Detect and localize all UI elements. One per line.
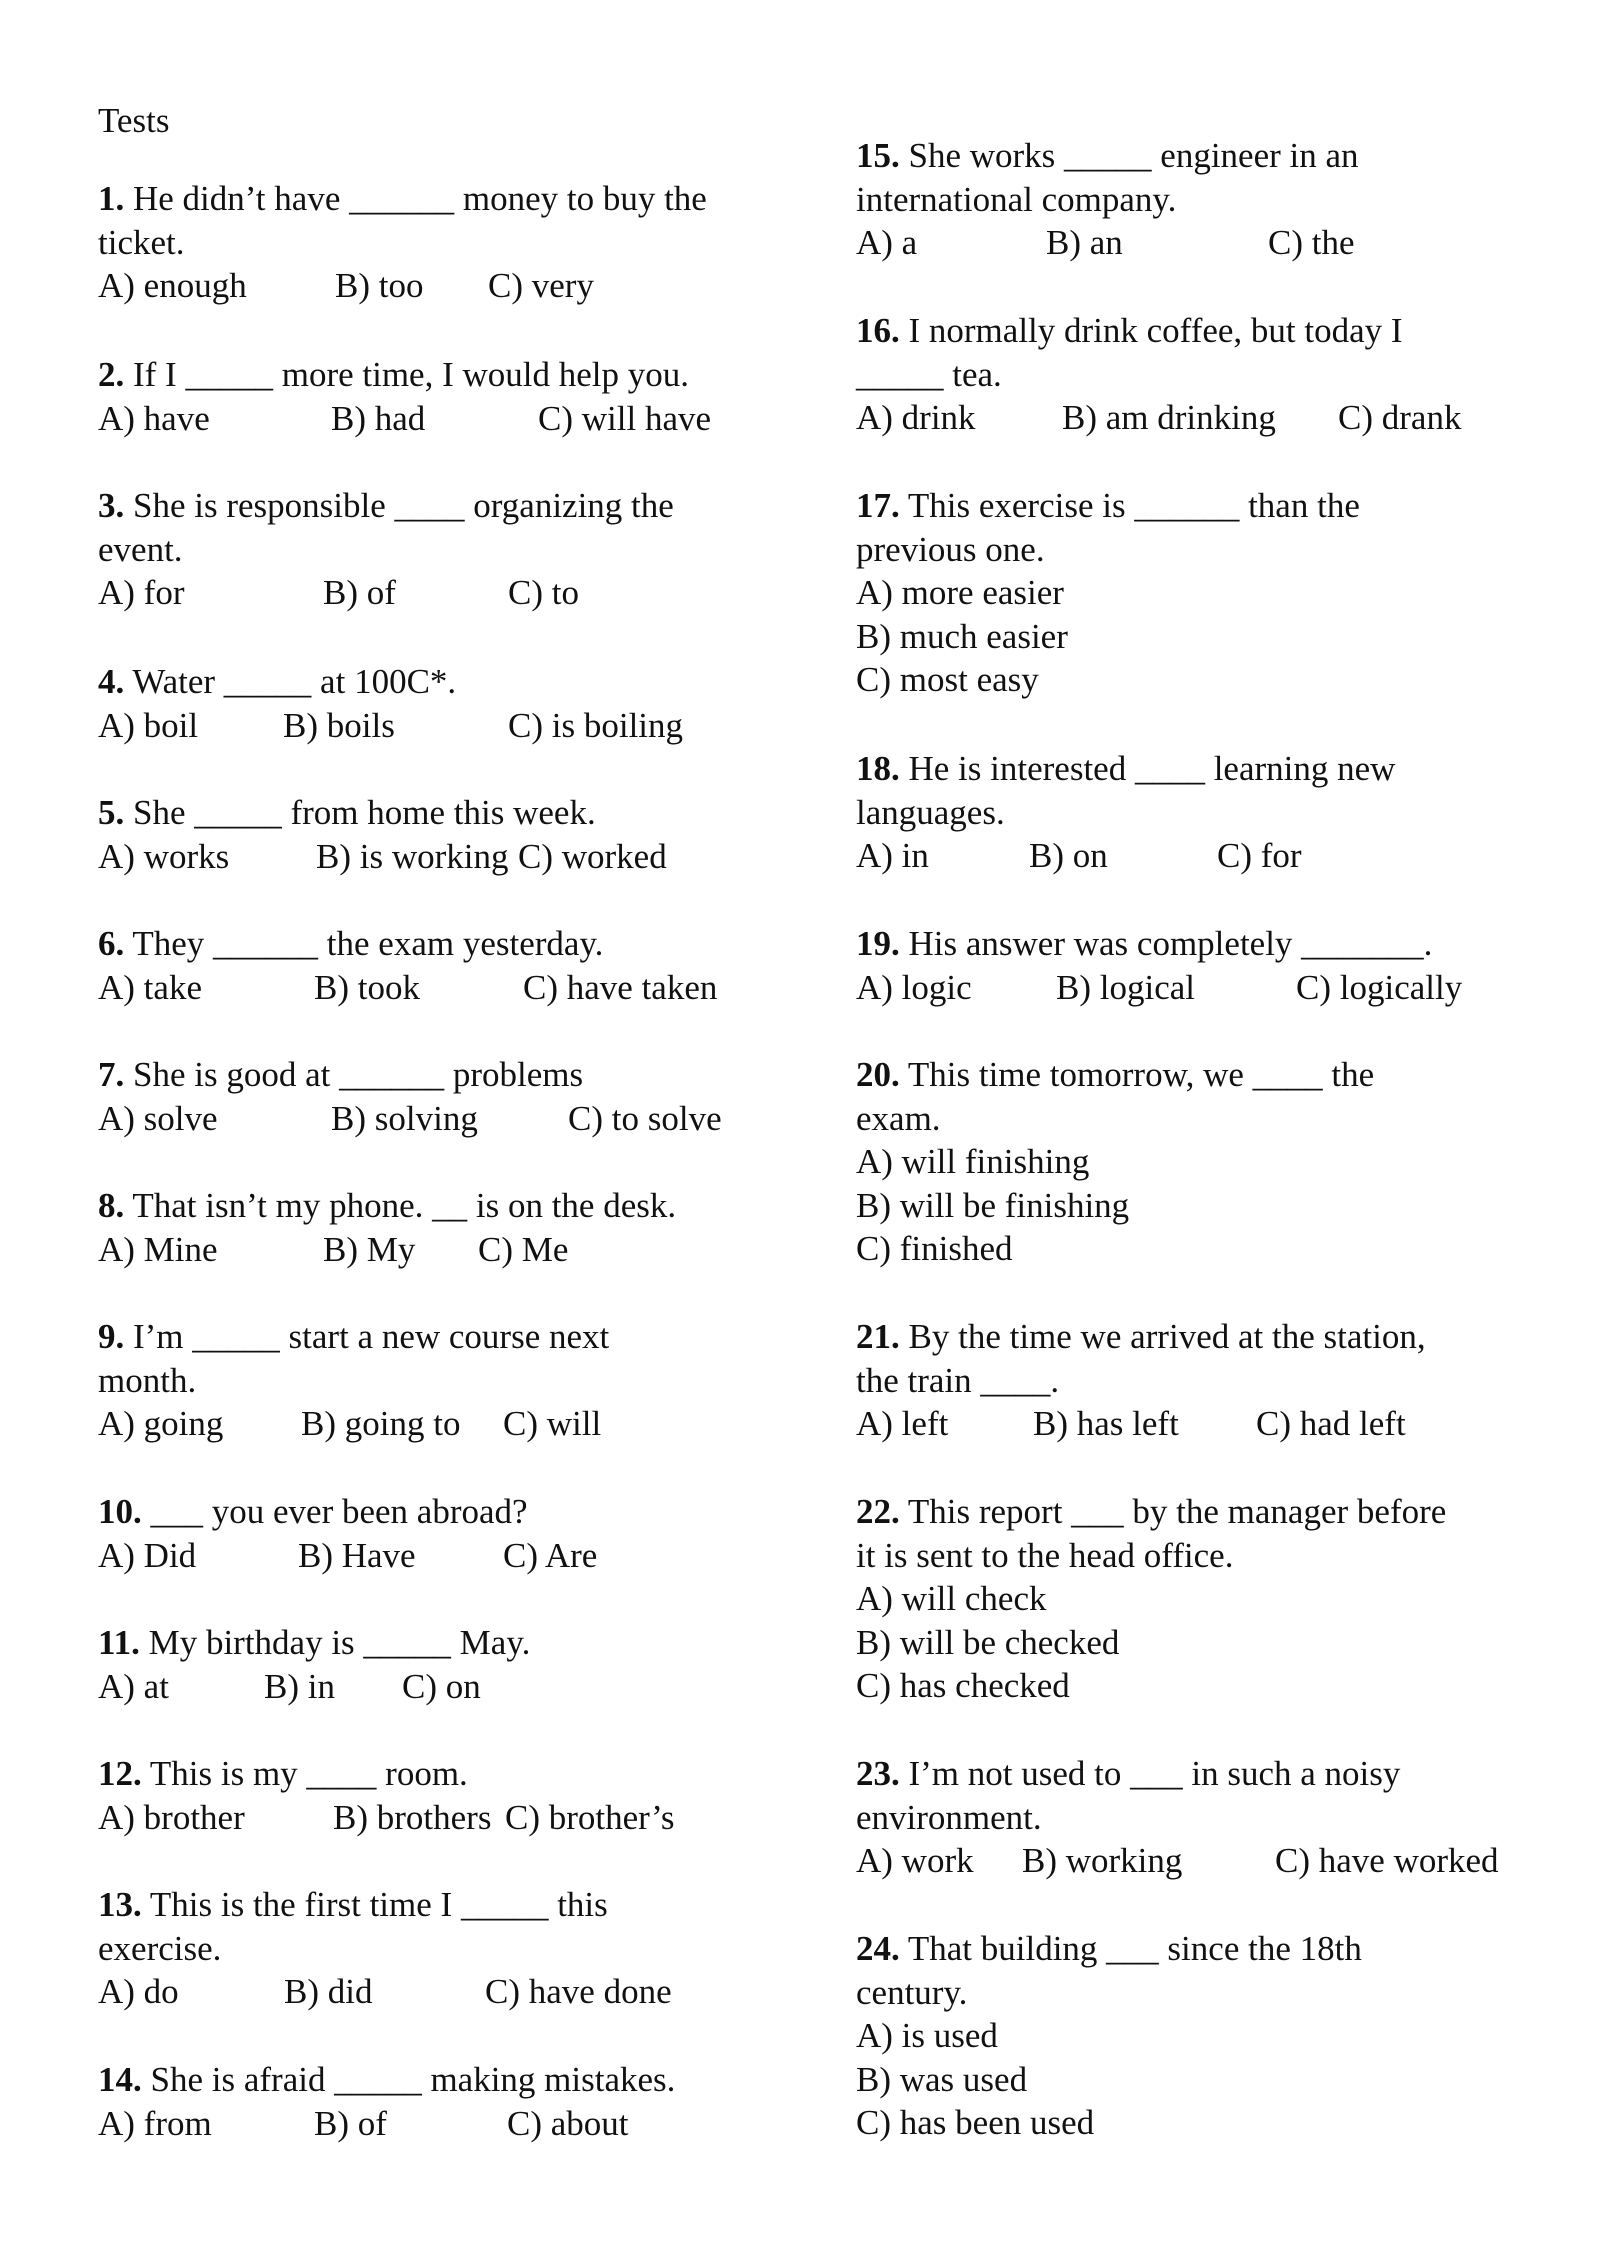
question-line: it is sent to the head office. bbox=[856, 1535, 1234, 1575]
question-number: 14. bbox=[98, 2060, 142, 2099]
question-12 bbox=[98, 1752, 798, 1839]
question-text bbox=[856, 1053, 1556, 1097]
answer-option-c[interactable]: C) have taken bbox=[523, 967, 718, 1007]
answer-option-b[interactable]: B) working bbox=[1022, 1841, 1183, 1881]
question-text bbox=[856, 747, 1556, 791]
answer-option-c[interactable]: C) have done bbox=[485, 1972, 672, 2012]
question-19 bbox=[856, 922, 1556, 1009]
answer-option-b[interactable]: B) much easier bbox=[856, 616, 1068, 656]
answer-option-b[interactable]: B) on bbox=[1029, 836, 1108, 876]
answer-options bbox=[856, 2014, 1556, 2145]
question-number: 6. bbox=[98, 924, 125, 963]
answer-option-a[interactable]: A) Did bbox=[98, 1535, 197, 1575]
question-text bbox=[856, 1315, 1556, 1359]
question-18 bbox=[856, 747, 1556, 878]
answer-options bbox=[98, 1534, 798, 1578]
question-text bbox=[856, 309, 1556, 353]
answer-option-a[interactable]: A) will check bbox=[856, 1579, 1047, 1619]
question-line: ___ you ever been abroad? bbox=[150, 1492, 528, 1531]
question-1 bbox=[98, 177, 798, 308]
question-number: 2. bbox=[98, 355, 125, 394]
answer-option-c[interactable]: C) have worked bbox=[1275, 1841, 1499, 1881]
question-line: They ______ the exam yesterday. bbox=[132, 924, 604, 963]
question-line: If I _____ more time, I would help you. bbox=[133, 355, 690, 394]
answer-options bbox=[98, 1402, 798, 1446]
answer-option-c[interactable]: C) brother’s bbox=[505, 1797, 675, 1837]
question-line: This time tomorrow, we ____ the bbox=[907, 1055, 1375, 1094]
question-number: 8. bbox=[98, 1186, 125, 1225]
answer-option-a[interactable]: A) works bbox=[98, 836, 230, 876]
answer-option-a[interactable]: A) Mine bbox=[98, 1229, 218, 1269]
answer-options bbox=[98, 397, 798, 441]
answer-option-b[interactable]: B) going to bbox=[301, 1404, 461, 1444]
question-text bbox=[98, 1315, 798, 1359]
question-23 bbox=[856, 1752, 1556, 1883]
question-line: exercise. bbox=[98, 1928, 222, 1968]
question-line: That building ___ since the 18th bbox=[907, 1929, 1362, 1968]
question-text bbox=[98, 1752, 798, 1796]
question-text bbox=[856, 353, 1556, 397]
question-line: This is my ____ room. bbox=[149, 1754, 468, 1793]
question-text bbox=[98, 221, 798, 265]
question-line: I’m _____ start a new course next bbox=[133, 1317, 610, 1356]
page-title: Tests bbox=[98, 101, 170, 140]
question-number: 5. bbox=[98, 793, 125, 832]
answer-option-b[interactable]: B) My bbox=[323, 1229, 416, 1269]
question-line: Water _____ at 100C*. bbox=[132, 662, 457, 701]
answer-option-a[interactable]: A) drink bbox=[856, 398, 976, 438]
question-line: international company. bbox=[856, 179, 1177, 219]
question-text bbox=[98, 484, 798, 528]
answer-option-b[interactable]: B) has left bbox=[1033, 1404, 1179, 1444]
question-line: She is afraid _____ making mistakes. bbox=[150, 2060, 676, 2099]
question-line: previous one. bbox=[856, 529, 1045, 569]
answer-option-a[interactable]: A) have bbox=[98, 398, 210, 438]
question-line: century. bbox=[856, 1972, 968, 2012]
question-text bbox=[856, 1752, 1556, 1796]
question-text bbox=[98, 1621, 798, 1665]
question-text bbox=[98, 1053, 798, 1097]
question-text bbox=[98, 1883, 798, 1927]
answer-option-a[interactable]: A) going bbox=[98, 1404, 224, 1444]
question-text bbox=[856, 484, 1556, 528]
question-line: ticket. bbox=[98, 222, 185, 262]
question-text bbox=[856, 528, 1556, 572]
question-line: event. bbox=[98, 529, 183, 569]
answer-option-a[interactable]: A) work bbox=[856, 1841, 974, 1881]
answer-options bbox=[856, 221, 1556, 265]
question-line: He didn’t have ______ money to buy the bbox=[133, 179, 707, 218]
answer-option-b[interactable]: B) am drinking bbox=[1062, 398, 1276, 438]
answer-options bbox=[856, 396, 1556, 440]
question-7 bbox=[98, 1053, 798, 1140]
answer-option-b[interactable]: B) did bbox=[284, 1972, 373, 2012]
answer-option-b[interactable]: B) had bbox=[331, 398, 426, 438]
question-8 bbox=[98, 1184, 798, 1271]
question-text bbox=[856, 1490, 1556, 1534]
answer-option-c[interactable]: C) is boiling bbox=[508, 705, 684, 745]
answer-option-b[interactable]: B) boils bbox=[283, 705, 395, 745]
answer-options bbox=[98, 1097, 798, 1141]
question-text bbox=[98, 177, 798, 221]
answer-option-c[interactable]: C) most easy bbox=[856, 660, 1039, 700]
answer-option-c[interactable]: C) finished bbox=[856, 1229, 1013, 1269]
answer-options bbox=[856, 571, 1556, 702]
question-line: By the time we arrived at the station, bbox=[908, 1317, 1426, 1356]
question-9 bbox=[98, 1315, 798, 1446]
answer-options bbox=[98, 1228, 798, 1272]
answer-option-a[interactable]: A) solve bbox=[98, 1098, 218, 1138]
question-line: She works _____ engineer in an bbox=[908, 136, 1359, 175]
question-6 bbox=[98, 922, 798, 1009]
answer-options bbox=[98, 835, 798, 879]
question-5 bbox=[98, 791, 798, 878]
question-number: 4. bbox=[98, 662, 125, 701]
question-line: This is the first time I _____ this bbox=[149, 1885, 608, 1924]
answer-option-c[interactable]: C) logically bbox=[1296, 967, 1463, 1007]
question-16 bbox=[856, 309, 1556, 440]
question-number: 11. bbox=[98, 1623, 140, 1662]
question-line: _____ tea. bbox=[856, 354, 1002, 394]
question-text bbox=[98, 1490, 798, 1534]
question-text bbox=[856, 791, 1556, 835]
question-text bbox=[98, 1184, 798, 1228]
answer-options bbox=[98, 966, 798, 1010]
question-line: That isn’t my phone. __ is on the desk. bbox=[132, 1186, 677, 1225]
answer-options bbox=[98, 1665, 798, 1709]
question-text bbox=[98, 528, 798, 572]
answer-options bbox=[856, 1402, 1556, 1446]
question-20 bbox=[856, 1053, 1556, 1271]
question-line: This report ___ by the manager before bbox=[907, 1492, 1447, 1531]
answer-options bbox=[856, 966, 1556, 1010]
question-number: 13. bbox=[98, 1885, 142, 1924]
answer-option-b[interactable]: B) Have bbox=[298, 1535, 416, 1575]
answer-option-a[interactable]: A) left bbox=[856, 1404, 949, 1444]
answer-option-c[interactable]: C) Me bbox=[478, 1229, 569, 1269]
answer-option-a[interactable]: A) a bbox=[856, 223, 918, 263]
question-number: 16. bbox=[856, 311, 900, 350]
question-line: His answer was completely _______. bbox=[908, 924, 1433, 963]
question-10 bbox=[98, 1490, 798, 1577]
answer-option-b[interactable]: B) logical bbox=[1056, 967, 1195, 1007]
answer-option-b[interactable]: B) solving bbox=[331, 1098, 478, 1138]
answer-options bbox=[856, 834, 1556, 878]
answer-option-a[interactable]: A) do bbox=[98, 1972, 179, 2012]
question-3 bbox=[98, 484, 798, 615]
question-text bbox=[98, 353, 798, 397]
question-13 bbox=[98, 1883, 798, 2014]
question-17 bbox=[856, 484, 1556, 702]
question-line: exam. bbox=[856, 1098, 941, 1138]
answer-option-b[interactable]: B) of bbox=[323, 573, 396, 613]
answer-option-b[interactable]: B) brothers bbox=[333, 1797, 492, 1837]
answer-option-a[interactable]: A) will finishing bbox=[856, 1142, 1090, 1182]
answer-option-c[interactable]: C) Are bbox=[503, 1535, 598, 1575]
answer-option-c[interactable]: C) for bbox=[1217, 836, 1302, 876]
answer-options bbox=[98, 704, 798, 748]
question-22 bbox=[856, 1490, 1556, 1708]
answer-option-c[interactable]: C) to bbox=[508, 573, 579, 613]
answer-option-a[interactable]: A) logic bbox=[856, 967, 972, 1007]
answer-option-c[interactable]: C) will bbox=[503, 1404, 602, 1444]
question-text bbox=[98, 1927, 798, 1971]
answer-option-a[interactable]: A) is used bbox=[856, 2016, 998, 2056]
question-text bbox=[856, 1927, 1556, 1971]
question-2 bbox=[98, 353, 798, 440]
question-number: 15. bbox=[856, 136, 900, 175]
question-number: 3. bbox=[98, 486, 125, 525]
question-line: the train ____. bbox=[856, 1360, 1060, 1400]
question-24 bbox=[856, 1927, 1556, 2145]
question-text bbox=[98, 791, 798, 835]
question-4 bbox=[98, 660, 798, 747]
answer-option-a[interactable]: A) in bbox=[856, 836, 929, 876]
question-text bbox=[856, 922, 1556, 966]
question-number: 12. bbox=[98, 1754, 142, 1793]
answer-option-a[interactable]: A) more easier bbox=[856, 573, 1064, 613]
answer-option-b[interactable]: B) in bbox=[264, 1666, 335, 1706]
question-line: She is responsible ____ organizing the bbox=[133, 486, 674, 525]
answer-option-a[interactable]: A) brother bbox=[98, 1797, 245, 1837]
answer-option-c[interactable]: C) about bbox=[507, 2103, 629, 2143]
answer-option-c[interactable]: C) very bbox=[488, 266, 594, 306]
answer-option-b[interactable]: B) too bbox=[335, 266, 424, 306]
answer-options bbox=[98, 2102, 798, 2146]
answer-option-b[interactable]: B) of bbox=[314, 2103, 387, 2143]
question-text bbox=[856, 134, 1556, 178]
question-number: 22. bbox=[856, 1492, 900, 1531]
question-15 bbox=[856, 134, 1556, 265]
answer-option-b[interactable]: B) will be finishing bbox=[856, 1185, 1130, 1225]
question-text bbox=[856, 178, 1556, 222]
answer-option-c[interactable]: C) to solve bbox=[568, 1098, 722, 1138]
question-11 bbox=[98, 1621, 798, 1708]
answer-options bbox=[856, 1577, 1556, 1708]
answer-option-c[interactable]: C) the bbox=[1268, 223, 1355, 263]
question-number: 21. bbox=[856, 1317, 900, 1356]
answer-option-c[interactable]: C) had left bbox=[1256, 1404, 1406, 1444]
question-text bbox=[98, 1359, 798, 1403]
question-text bbox=[856, 1097, 1556, 1141]
answer-option-b[interactable]: B) is working bbox=[316, 836, 509, 876]
question-number: 1. bbox=[98, 179, 125, 218]
question-21 bbox=[856, 1315, 1556, 1446]
answer-options bbox=[98, 1970, 798, 2014]
answer-options bbox=[856, 1140, 1556, 1271]
question-number: 17. bbox=[856, 486, 900, 525]
answer-option-b[interactable]: B) will be checked bbox=[856, 1622, 1120, 1662]
question-line: She is good at ______ problems bbox=[133, 1055, 584, 1094]
question-line: environment. bbox=[856, 1797, 1042, 1837]
question-line: He is interested ____ learning new bbox=[908, 749, 1396, 788]
question-line: She _____ from home this week. bbox=[133, 793, 596, 832]
answer-option-a[interactable]: A) enough bbox=[98, 266, 247, 306]
answer-option-a[interactable]: A) from bbox=[98, 2103, 212, 2143]
answer-option-c[interactable]: C) has been used bbox=[856, 2103, 1095, 2143]
answer-options bbox=[98, 264, 798, 308]
question-number: 23. bbox=[856, 1754, 900, 1793]
answer-option-c[interactable]: C) worked bbox=[518, 836, 667, 876]
question-text bbox=[98, 2058, 798, 2102]
question-text bbox=[856, 1796, 1556, 1840]
question-number: 10. bbox=[98, 1492, 142, 1531]
answer-options bbox=[98, 1796, 798, 1840]
answer-option-c[interactable]: C) has checked bbox=[856, 1666, 1070, 1706]
question-line: I normally drink coffee, but today I bbox=[908, 311, 1403, 350]
answer-option-b[interactable]: B) was used bbox=[856, 2059, 1028, 2099]
answer-options bbox=[98, 571, 798, 615]
question-number: 24. bbox=[856, 1929, 900, 1968]
answer-option-a[interactable]: A) take bbox=[98, 967, 202, 1007]
question-number: 19. bbox=[856, 924, 900, 963]
answer-options bbox=[856, 1839, 1556, 1883]
question-text bbox=[856, 1971, 1556, 2015]
answer-option-c[interactable]: C) will have bbox=[538, 398, 712, 438]
question-text bbox=[856, 1359, 1556, 1403]
question-text bbox=[856, 1534, 1556, 1578]
answer-option-a[interactable]: A) at bbox=[98, 1666, 169, 1706]
question-number: 20. bbox=[856, 1055, 900, 1094]
answer-option-a[interactable]: A) boil bbox=[98, 705, 199, 745]
question-text bbox=[98, 922, 798, 966]
question-number: 7. bbox=[98, 1055, 125, 1094]
answer-option-b[interactable]: B) an bbox=[1046, 223, 1123, 263]
question-14 bbox=[98, 2058, 798, 2145]
question-line: I’m not used to ___ in such a noisy bbox=[908, 1754, 1401, 1793]
answer-option-b[interactable]: B) took bbox=[314, 967, 420, 1007]
question-number: 18. bbox=[856, 749, 900, 788]
question-line: languages. bbox=[856, 792, 1005, 832]
answer-option-c[interactable]: C) drank bbox=[1338, 398, 1462, 438]
question-text bbox=[98, 660, 798, 704]
question-number: 9. bbox=[98, 1317, 125, 1356]
answer-option-a[interactable]: A) for bbox=[98, 573, 185, 613]
question-line: month. bbox=[98, 1360, 197, 1400]
answer-option-c[interactable]: C) on bbox=[402, 1666, 481, 1706]
question-line: This exercise is ______ than the bbox=[907, 486, 1360, 525]
question-line: My birthday is _____ May. bbox=[148, 1623, 531, 1662]
